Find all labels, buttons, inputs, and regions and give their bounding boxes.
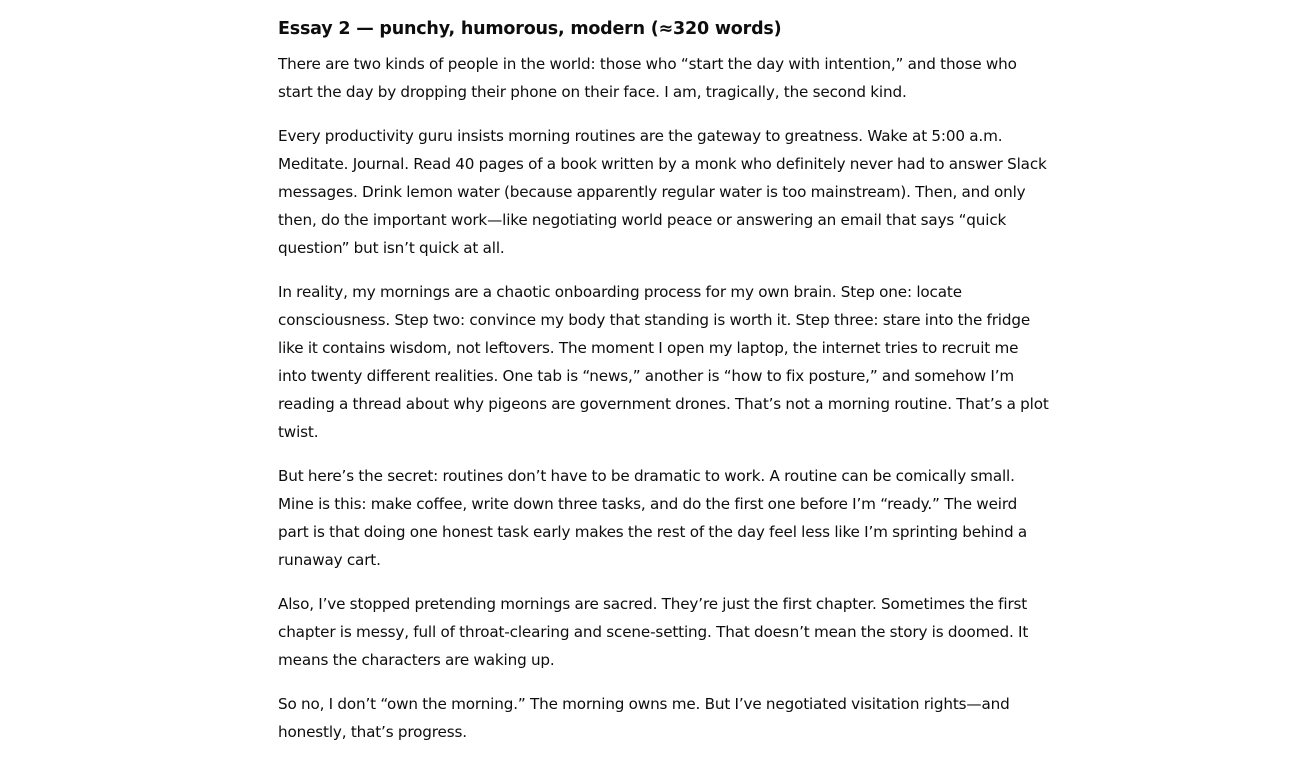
essay-paragraph: But here’s the secret: routines don’t have to be dramatic to work. A routine can be comically small. Mine is this: make coffee, write down three tasks, and do the first one before I’m “ready.” The weird part is that doing one honest task early makes the rest of the day feel less like I’m sprinting behind a runaway cart. <box>278 467 1028 569</box>
essay-paragraph: There are two kinds of people in the world: those who “start the day with intention,” and those who start the day by dropping their phone on their face. I am, tragically, the second kind. <box>278 55 1017 101</box>
essay-title: Essay 2 — punchy, humorous, modern (≈320 words) <box>278 19 782 39</box>
essay-paragraph: In reality, my mornings are a chaotic onboarding process for my own brain. Step one: locate consciousness. Step two: convince my body that standing is worth it. Step three: stare into the fridge like it contains wisdom, not leftovers. The moment I open my laptop, the internet tries to recruit me into twenty different realities. One tab is “news,” another is “how to fix posture,” and somehow I’m reading a thread about why pigeons are government drones. That’s not a morning routine. That’s a plot twist. <box>278 283 1049 441</box>
essay-article <box>278 14 1050 762</box>
essay-paragraph: Also, I’ve stopped pretending mornings are sacred. They’re just the first chapter. Sometimes the first chapter is messy, full of throat-clearing and scene-setting. That doesn’t mean the story is doomed. It means the characters are waking up. <box>278 595 1029 669</box>
essay-paragraph: So no, I don’t “own the morning.” The morning owns me. But I’ve negotiated visitation rights—and honestly, that’s progress. <box>278 695 1010 741</box>
essay-paragraph: Every productivity guru insists morning routines are the gateway to greatness. Wake at 5:00 a.m. Meditate. Journal. Read 40 pages of a book written by a monk who definitely never had to answer Slack messages. Drink lemon water (because apparently regular water is too mainstream). Then, and only then, do the important work—like negotiating world peace or answering an email that says “quick question” but isn’t quick at all. <box>278 127 1047 257</box>
